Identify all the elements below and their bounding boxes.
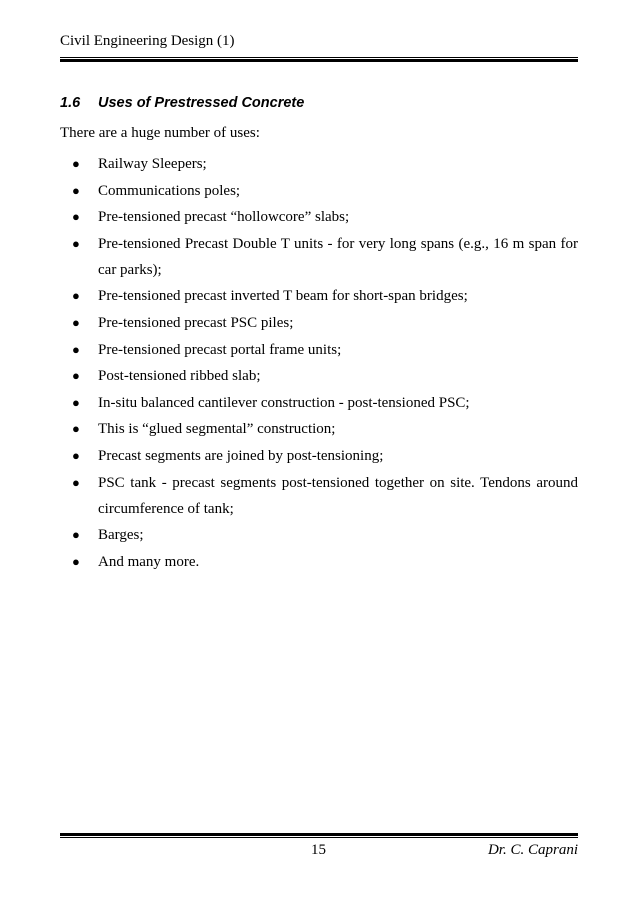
- bullet-icon: ●: [72, 421, 80, 437]
- bullet-icon: ●: [72, 235, 80, 251]
- bullet-icon: ●: [72, 447, 80, 463]
- bullet-icon: ●: [72, 527, 80, 543]
- list-item: ● Pre-tensioned precast inverted T beam for short-span bridges;: [60, 283, 578, 309]
- list-item: ● And many more.: [60, 549, 578, 575]
- list-item: ● Pre-tensioned Precast Double T units - for very long spans (e.g., 16 m span for car parks);: [60, 231, 578, 283]
- list-item: ● Communications poles;: [60, 178, 578, 204]
- list-item: ● This is “glued segmental” construction;: [60, 416, 578, 442]
- bullet-icon: ●: [72, 288, 80, 304]
- header-rule-thick: [60, 59, 578, 62]
- bullet-icon: ●: [72, 156, 80, 171]
- bullet-icon: ●: [72, 341, 80, 357]
- bullet-icon: ●: [72, 182, 80, 198]
- header-rule-thin: [60, 57, 578, 58]
- bullet-icon: ●: [72, 474, 80, 490]
- bullet-icon: ●: [72, 209, 80, 225]
- list-item: ● PSC tank - precast segments post-tensioned together on site. Tendons around circumference of tank;: [60, 470, 578, 522]
- page-number: 15: [311, 842, 326, 858]
- header-title: Civil Engineering Design (1): [60, 33, 235, 49]
- section-number: 1.6: [60, 95, 81, 111]
- bullet-icon: ●: [72, 314, 80, 330]
- list-item: ● Post-tensioned ribbed slab;: [60, 363, 578, 389]
- list-item: ● In-situ balanced cantilever construction - post-tensioned PSC;: [60, 390, 578, 416]
- intro-text: There are a huge number of uses:: [60, 125, 260, 141]
- footer-rule-thick: [60, 833, 578, 836]
- list-item: ● Barges;: [60, 522, 578, 548]
- list-item: ● Precast segments are joined by post-tensioning;: [60, 443, 578, 469]
- list-item: ● Pre-tensioned precast portal frame units;: [60, 337, 578, 363]
- bullet-icon: ●: [72, 368, 80, 384]
- footer-rule-thin: [60, 837, 578, 838]
- section-heading: [60, 94, 304, 112]
- bullet-icon: ●: [72, 553, 80, 569]
- list-item: ● Pre-tensioned precast “hollowcore” slabs;: [60, 204, 578, 230]
- bullet-icon: ●: [72, 394, 80, 410]
- list-item: ● Pre-tensioned precast PSC piles;: [60, 310, 578, 336]
- footer-author: Dr. C. Caprani: [487, 842, 578, 858]
- list-item: ● Railway Sleepers;: [60, 151, 578, 177]
- uses-list: [60, 151, 578, 575]
- section-title: Uses of Prestressed Concrete: [98, 95, 305, 111]
